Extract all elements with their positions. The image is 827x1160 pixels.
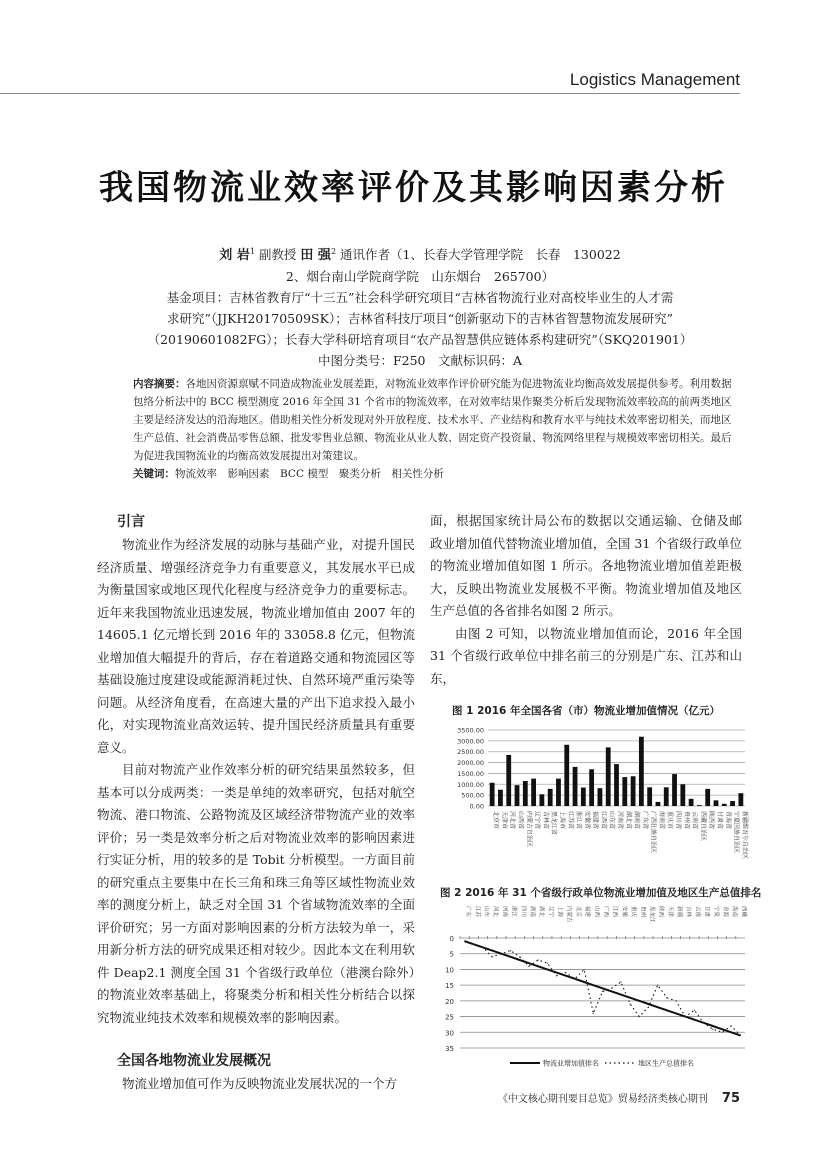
x-tick-label: 河南省 (616, 811, 624, 830)
y-tick-label: 0 (449, 935, 454, 943)
bar (672, 774, 677, 806)
x-tick-label: 湖北 (538, 906, 545, 918)
paragraph-3: 物流业增加值可作为反映物流业发展状况的一个方 (122, 1076, 398, 1091)
data-point (482, 947, 483, 948)
x-tick-label: 内蒙古自治区 (525, 811, 533, 848)
abstract-text: 各地因资源禀赋不同造成物流业发展差距，对物流业效率作评价研究能为促进物流业均衡高效发展提供参考。利用数据包络分析法中的 BCC 模型测度 2016 年全国 31 个省市的物流效率，在对效率结果作聚类分析后发现物流效率较高的前两类地区主要是经济发达的沿海地区。借助相关性分析发现对外开放程度、技术水平、产业结构和教育水平与纯技术效率密切相关，而地区生产总值、社会消费品零售总额、批发零售业总额、物流业从业人数、固定资产投资量、物流网络里程与规模效率密切相关。最后为促进我国物流业的均衡高效发展提出对策建议。 (133, 378, 732, 462)
x-tick-label: 安徽 (620, 906, 627, 918)
x-tick-label: 上海市 (558, 811, 566, 830)
x-tick-label: 宁夏 (712, 906, 719, 918)
bar (556, 779, 561, 806)
y-tick-label: 35 (445, 1045, 454, 1053)
x-tick-label: 福建 (584, 906, 591, 918)
author-2-sup: 2 (330, 247, 337, 256)
data-point (648, 1007, 649, 1008)
data-point (703, 1022, 704, 1023)
x-tick-label: 贵州省 (682, 811, 690, 830)
x-tick-label: 河南 (501, 906, 508, 918)
x-tick-label: 陕西 (657, 906, 664, 918)
x-tick-label: 四川 (519, 906, 526, 918)
x-tick-label: 山西省 (517, 811, 525, 830)
data-point (657, 985, 658, 986)
data-point (721, 1032, 722, 1033)
x-tick-label: 湖北省 (624, 811, 632, 830)
bar (598, 788, 603, 806)
data-point (639, 1000, 640, 1001)
classification: 中图分类号：F250 文献标识码：A (317, 353, 523, 369)
data-point (740, 1035, 741, 1036)
fund-line-2: 求研究”（JJKH20170509SK）；吉林省科技厅项目“创新驱动下的吉林省智慧物流发展研究” (167, 311, 673, 327)
abstract-label: 内容摘要： (133, 378, 186, 390)
x-tick-label: 广西 (602, 906, 609, 918)
x-tick-label: 新疆 (676, 906, 683, 918)
data-point (694, 1019, 695, 1020)
bar (573, 767, 578, 806)
article-title: 我国物流业效率评价及其影响因素分析 (99, 168, 728, 208)
data-point (593, 1013, 594, 1014)
x-tick-label: 北京市 (492, 811, 500, 830)
bar (614, 764, 619, 806)
data-point (556, 972, 557, 973)
bar (730, 801, 735, 806)
data-point (620, 981, 621, 982)
data-point (602, 988, 603, 989)
bar (738, 793, 743, 806)
data-point (731, 1032, 732, 1033)
x-tick-label: 云南 (694, 906, 701, 918)
bar (697, 805, 702, 806)
data-point (510, 950, 511, 951)
data-point (675, 1000, 676, 1001)
data-point (629, 1003, 630, 1004)
x-tick-label: 西藏 (740, 906, 747, 918)
legend-label: 地区生产总值排名 (638, 1059, 694, 1068)
author-block (100, 241, 740, 371)
x-tick-label: 重庆市 (666, 811, 674, 830)
data-point (666, 1010, 667, 1011)
bar (705, 789, 710, 806)
bar (639, 737, 644, 806)
section-overview-heading: 全国各地物流业发展概况 (117, 1053, 271, 1069)
fund-line-1: 基金项目：吉林省教育厅“十三五”社会科学研究项目“吉林省物流行业对高校毕业生的人才需 (166, 290, 674, 306)
right-column (430, 510, 742, 690)
bar (631, 776, 636, 806)
data-point (666, 997, 667, 998)
data-point (648, 1003, 649, 1004)
x-tick-label: 浙江省 (575, 811, 583, 830)
x-tick-label: 重庆 (630, 906, 637, 918)
x-tick-label: 安徽省 (583, 811, 591, 830)
x-tick-label: 广东 (464, 906, 471, 918)
x-tick-label: 福建省 (591, 811, 599, 830)
bar (714, 800, 719, 806)
paragraph-4: 由图 2 可知，以物流业增加值而论，2016 年全国 31 个省级行政单位中排名前三的分别是广东、江苏和山东， (430, 625, 742, 686)
data-point (538, 959, 539, 960)
bar (622, 777, 627, 806)
data-point (501, 953, 502, 954)
y-tick-label: 30 (445, 1029, 454, 1038)
x-tick-label: 宁夏回族自治区 (732, 811, 740, 854)
x-tick-label: 江西 (611, 906, 618, 918)
author-1: 刘 岩 (219, 248, 250, 264)
y-tick-label: 15 (445, 982, 454, 991)
data-point (547, 963, 548, 964)
x-tick-label: 辽宁 (547, 906, 554, 918)
bar (722, 804, 727, 806)
data-point (492, 956, 493, 957)
x-tick-label: 天津 (666, 906, 673, 918)
x-tick-label: 西藏自治区 (699, 811, 707, 842)
data-point (611, 991, 612, 992)
data-point (731, 1025, 732, 1026)
x-tick-label: 湖南 (528, 906, 535, 918)
y-tick-label: 1500.00 (457, 769, 484, 778)
bar (656, 802, 661, 806)
footer-text: 《中文核心期刊要目总览》贸易经济类核心期刊 (497, 1094, 708, 1105)
data-point (620, 994, 621, 995)
x-tick-label: 江西省 (599, 811, 607, 830)
data-point (528, 963, 529, 964)
x-tick-label: 黑龙江 (648, 906, 655, 923)
paragraph-3-cont: 面，根据国家统计局公布的数据以交通运输、仓储及邮政业增加值代替物流业增加值，全国 31 个省级行政单位的物流业增加值如图 1 所示。各地物流业增加值差距极大，反映出物流业发展极不平衡。物流业增加值及地区生产总值的各省排名如图 2 所示。 (430, 513, 742, 618)
x-tick-label: 海南省 (657, 811, 665, 830)
abstract (133, 375, 733, 483)
keywords: 物流效率 影响因素 BCC 模型 聚类分析 相关性分析 (175, 468, 444, 480)
x-tick-label: 山西 (593, 906, 600, 918)
legend-label: 物流业增加值排名 (543, 1059, 599, 1068)
bar (689, 799, 694, 806)
x-tick-label: 黑龙江省 (550, 811, 558, 836)
data-point (528, 966, 529, 967)
x-tick-label: 青海 (722, 906, 729, 918)
bar (498, 790, 503, 806)
left-column (97, 510, 415, 1096)
x-tick-label: 四川省 (674, 811, 682, 830)
data-point (694, 1010, 695, 1011)
x-tick-label: 吉林 (685, 906, 692, 918)
data-point (611, 988, 612, 989)
x-tick-label: 山东省 (608, 811, 616, 830)
bar (606, 747, 611, 806)
x-tick-label: 青海省 (724, 811, 732, 830)
author-2-role: 通讯作者（1、长春大学管理学院 长春 130022 (340, 247, 621, 263)
x-tick-label: 甘肃省 (715, 811, 723, 830)
bar (506, 755, 511, 806)
x-tick-label: 河北省 (508, 811, 516, 830)
author-2: 田 强 (300, 248, 331, 264)
x-tick-label: 甘肃 (703, 906, 710, 918)
data-point (584, 969, 585, 970)
x-tick-label: 江苏省 (566, 811, 574, 830)
x-tick-label: 河北 (492, 906, 499, 918)
section-intro-heading: 引言 (117, 514, 145, 530)
bar (664, 787, 669, 806)
data-point (556, 975, 557, 976)
x-tick-label: 云南省 (691, 811, 699, 830)
journal-name: Logistics Management (569, 70, 740, 89)
x-tick-label: 贵州 (639, 906, 646, 918)
data-point (657, 1007, 658, 1008)
bar (647, 787, 652, 806)
data-point (639, 1016, 640, 1017)
x-tick-label: 北京 (574, 906, 581, 918)
x-tick-label: 广东省 (641, 811, 649, 830)
data-point (519, 956, 520, 957)
y-tick-label: 0.00 (469, 802, 484, 811)
bar (515, 785, 520, 806)
bar (589, 769, 594, 806)
data-point (675, 1013, 676, 1014)
bar (581, 788, 586, 806)
x-tick-label: 广西壮族自治区 (649, 811, 657, 854)
header-rule (0, 93, 740, 94)
bar (523, 781, 528, 806)
bar (490, 783, 495, 806)
bar (564, 745, 569, 806)
footer (480, 1090, 740, 1106)
data-point (492, 950, 493, 951)
data-point (721, 1029, 722, 1030)
author-line (100, 241, 740, 266)
y-tick-label: 2000.00 (457, 759, 484, 768)
y-tick-label: 3000.00 (457, 737, 484, 746)
data-point (510, 956, 511, 957)
fund-line-3: （20190601082FG）；长春大学科研培育项目“农产品智慧供应链体系构建研究”（SKQ201901） (147, 332, 693, 348)
page-number: 75 (721, 1091, 740, 1106)
bar (548, 789, 553, 806)
data-point (574, 978, 575, 979)
data-point (464, 941, 465, 942)
data-point (712, 1029, 713, 1030)
data-point (629, 997, 630, 998)
y-tick-label: 2500.00 (457, 748, 484, 757)
x-tick-label: 辽宁省 (533, 811, 541, 830)
x-tick-label: 海南 (731, 906, 738, 918)
affiliation-2: 2、烟台南山学院商学院 山东烟台 265700） (285, 269, 555, 285)
figure-1-bar-chart (440, 722, 750, 882)
paragraph-2: 目前对物流产业作效率分析的研究结果虽然较多，但基本可以分成两类：一类是单纯的效率研究，包括对航空物流、港口物流、公路物流及区域经济带物流产业的效率评价；另一类是效率分析之后对物流业效率的影响因素进行实证分析，用的较多的是 Tobit 分析模型。一方面目前的研究重点主要集中在长三角和珠三角等区域性物流业效率的测度分析上，缺乏对全国 31 个省域物流效率的全面评价研究；另一方面对影响因素的分析方法较为单一，采用新分析方法的研究成果还相对较少。因此本文在利用软件 Deap2.1 测度全国 31 个省级行政单位（港澳台除外）的物流业效率基础上，将聚类分析和相关性分析结合以探究物流业纯技术效率和规模效率的影响因素。 (97, 762, 415, 1025)
data-point (685, 1016, 686, 1017)
data-point (602, 991, 603, 992)
paragraph-1: 物流业作为经济发展的动脉与基础产业，对提升国民经济质量、增强经济竞争力有重要意义，其发展水平已成为衡量国家或地区现代化程度与经济竞争力的重要标志。近年来我国物流业迅速发展，物流业增加值由 2007 年的 14605.1 亿元增长到 2016 年的 33058.8 亿元，但物流业增加值大幅提升的背后，存在着道路交通和物流园区等基础设施过度建设或能源消耗过快、自然环境严重污染等问题。从经济角度看，在高速大量的产出下追求投入最小化，对实现物流业高效运转、提升国民经济质量具有重要意义。 (97, 537, 415, 755)
data-point (584, 981, 585, 982)
x-tick-label: 陕西省 (707, 811, 715, 830)
data-point (519, 959, 520, 960)
figure-2-caption: 图 2 2016 年 31 个省级行政单位物流业增加值及地区生产总值排名 (440, 887, 762, 899)
y-tick-label: 20 (445, 997, 454, 1006)
x-tick-label: 内蒙古 (565, 906, 572, 923)
bar (539, 794, 544, 806)
data-point (565, 975, 566, 976)
data-point (547, 969, 548, 970)
x-tick-label: 湖南省 (633, 811, 641, 830)
y-tick-label: 25 (445, 1013, 454, 1022)
bar (680, 784, 685, 806)
y-tick-label: 3500.00 (457, 726, 484, 735)
author-1-role: 副教授 (258, 247, 297, 263)
data-point (565, 972, 566, 973)
figure-1-caption: 图 1 2016 年全国各省（市）物流业增加值情况（亿元） (452, 705, 720, 717)
x-tick-label: 江苏 (473, 906, 480, 918)
x-tick-label: 山东 (482, 906, 489, 918)
data-point (538, 966, 539, 967)
bar (531, 779, 536, 806)
x-tick-label: 新疆维吾尔自治区 (740, 811, 748, 860)
x-tick-label: 浙江 (510, 906, 517, 918)
keywords-label: 关键词： (133, 468, 175, 480)
data-point (473, 944, 474, 945)
y-tick-label: 1000.00 (457, 780, 484, 789)
x-tick-label: 天津市 (500, 811, 508, 830)
data-point (712, 1025, 713, 1026)
y-tick-label: 500.00 (461, 791, 484, 800)
data-point (593, 985, 594, 986)
figure-2-line-chart (440, 898, 750, 1073)
author-1-sup: 1 (249, 247, 255, 256)
y-tick-label: 10 (445, 966, 454, 975)
y-tick-label: 5 (449, 950, 454, 959)
x-tick-label: 上海 (556, 906, 563, 918)
x-tick-label: 吉林省 (541, 811, 549, 830)
